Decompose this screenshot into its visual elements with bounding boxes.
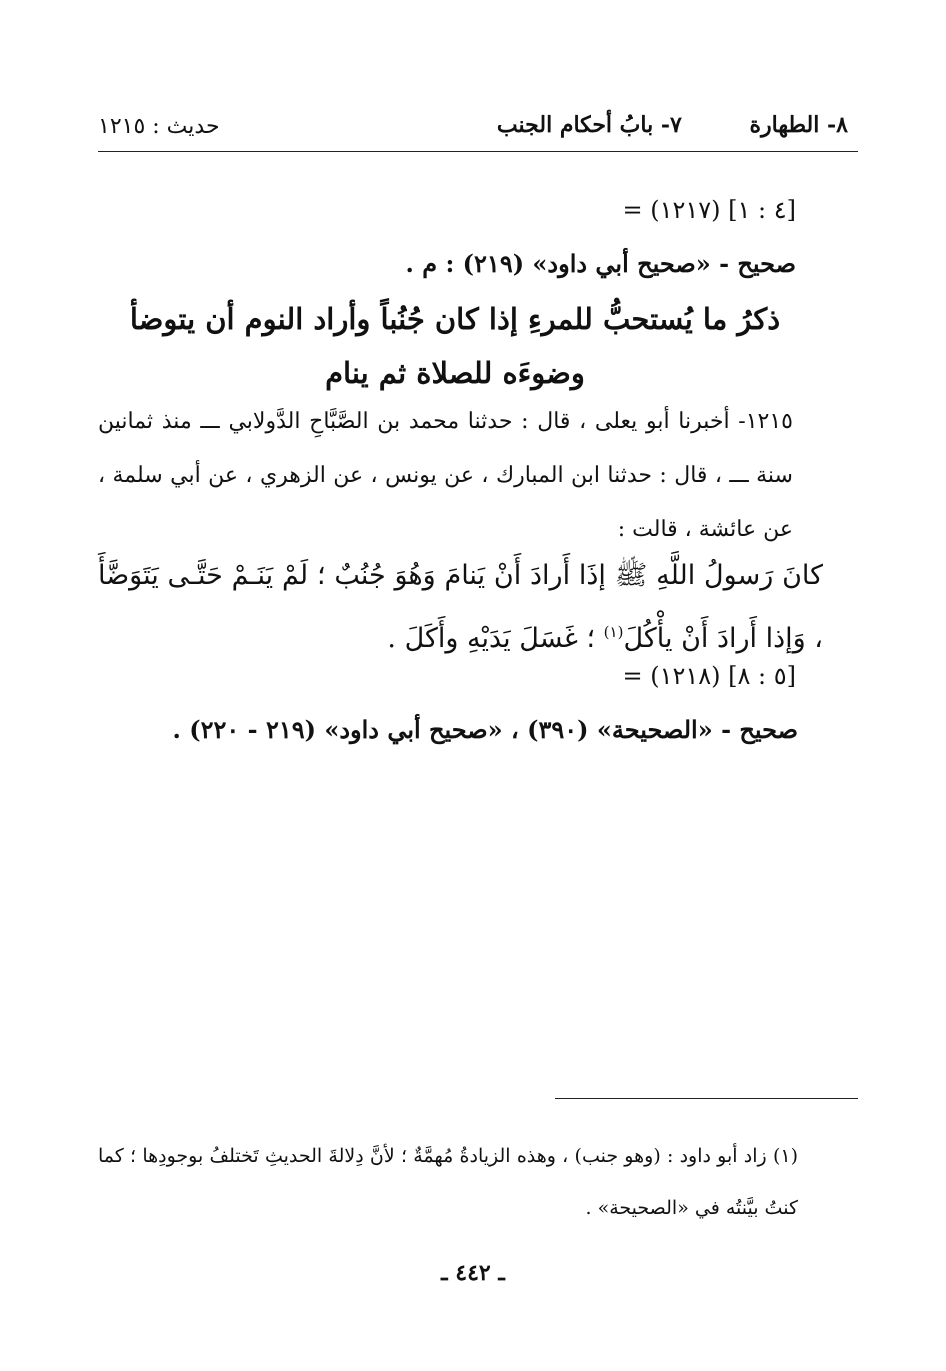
footnote-divider — [555, 1098, 858, 1099]
chapter-heading-line-1: ذكرُ ما يُستحبُّ للمرءِ إذا كان جُنُباً وأراد النوم أن يتوضأ — [129, 302, 781, 336]
cross-reference-1217: = (١٢١٧) [٤ : ١] — [622, 196, 796, 224]
running-header-title — [497, 112, 848, 138]
header-divider — [98, 151, 858, 152]
chapter-heading-line-2: وضوءَه للصلاة ثم ينام — [325, 356, 585, 390]
hadith-text — [98, 548, 823, 667]
hadith-text-main: كانَ رَسولُ اللَّهِ ﷺ إذَا أَرادَ أَنْ يَنامَ وَهُوَ جُنُبٌ ؛ لَمْ يَنَـمْ حَتَّـى يَتَوَضَّأَ ، وَإذا أَرادَ أَنْ يأْكُلَ — [98, 560, 823, 654]
grading-1218: صحيح - «الصحيحة» (٣٩٠) ، «صحيح أبي داود» (٢١٩ - ٢٢٠) . — [172, 715, 798, 744]
page-number: ـ ٤٤٢ ـ — [441, 1260, 505, 1286]
footnote-text: (١) زاد أبو داود : (وهو جنب) ، وهذه الزيادةُ مُهمَّةٌ ؛ لأنَّ دِلالةَ الحديثِ تَختلفُ بوجودِها ؛ كما كنتُ بيَّنتُه في «الصحيحة» . — [98, 1145, 798, 1219]
hadith-reference: حديث : ١٢١٥ — [98, 114, 220, 139]
grading-1217: صحيح - «صحيح أبي داود» (٢١٩) : م . — [405, 249, 796, 278]
chapter-title: ٨- الطهارة — [749, 112, 848, 138]
section-title: ٧- بابُ أحكام الجنب — [496, 112, 682, 138]
hadith-text-end: ؛ غَسَلَ يَدَيْهِ وأَكَلَ . — [387, 623, 604, 654]
hadith-chain: ١٢١٥- أخبرنا أبو يعلى ، قال : حدثنا محمد بن الصَّبَّاحِ الدَّولابي ـــ منذ ثمانين سنة ـــ ، قال : حدثنا ابن المبارك ، عن يونس ، عن الزهري ، عن أبي سلمة ، عن عائشة ، قالت : — [98, 409, 793, 542]
chapter-heading — [110, 292, 800, 400]
cross-reference-1218: = (١٢١٨) [٥ : ٨] — [622, 662, 796, 690]
footnote-marker: (١) — [603, 623, 624, 641]
